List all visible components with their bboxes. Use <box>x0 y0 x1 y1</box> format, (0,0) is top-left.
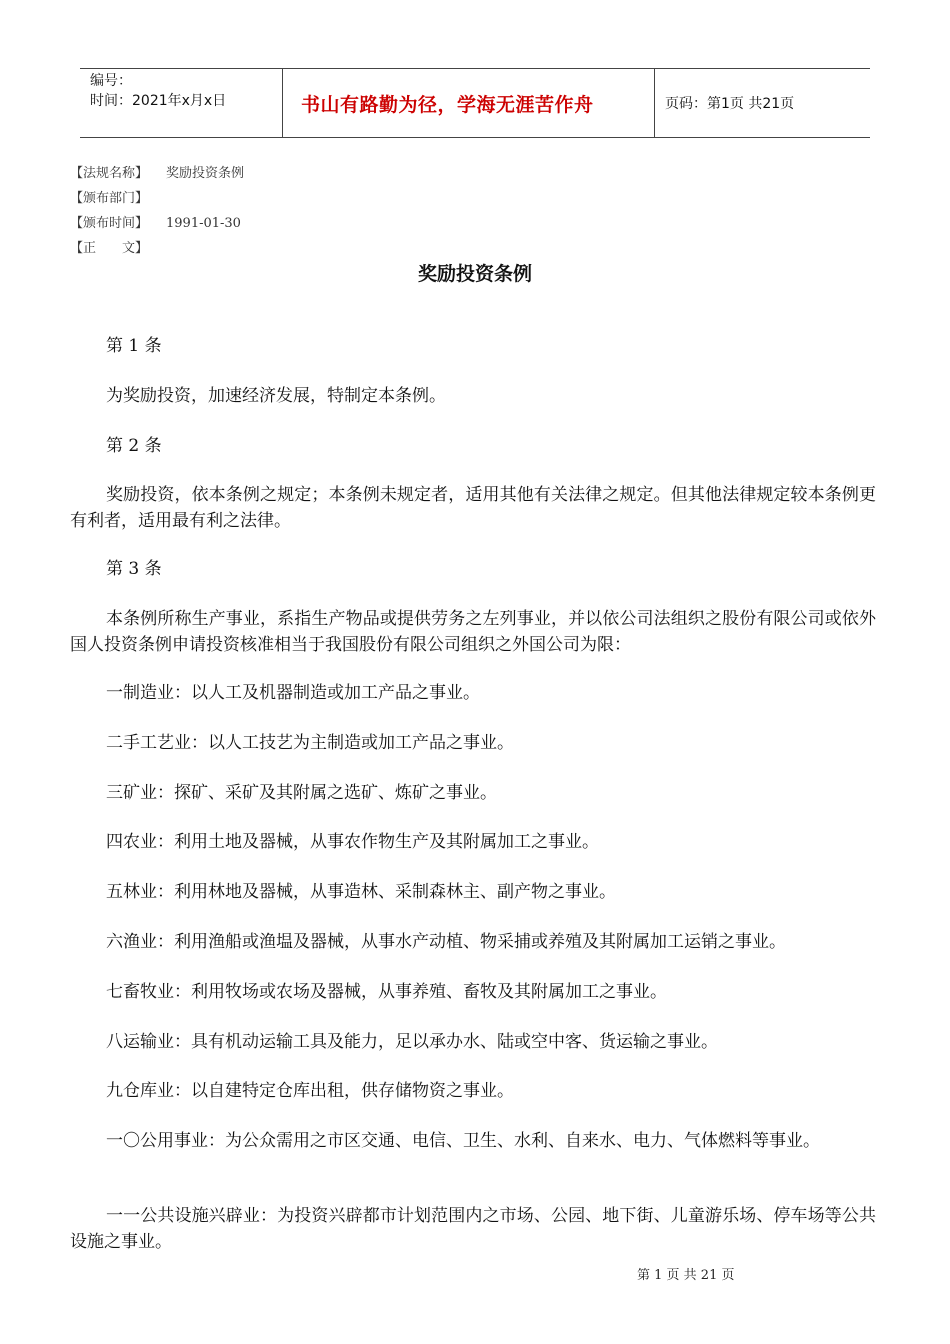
paragraph: 为奖励投资，加速经济发展，特制定本条例。 <box>106 386 446 406</box>
list-item: 九仓库业：以自建特定仓库出租，供存储物资之事业。 <box>106 1081 514 1101</box>
list-item: 六渔业：利用渔船或渔塭及器械，从事水产动植、物采捕或养殖及其附属加工运销之事业。 <box>106 932 786 952</box>
document-title: 奖励投资条例 <box>417 263 532 285</box>
list-item: 三矿业：探矿、采矿及其附属之选矿、炼矿之事业。 <box>106 783 497 803</box>
meta-key: 【颁布时间】 <box>70 216 149 231</box>
paragraph: 本条例所称生产事业，系指生产物品或提供劳务之左列事业，并以依公司法组织之股份有限公司或依外国人投资条例申请投资核准相当于我国股份有限公司组织之外国公司为限： <box>70 609 876 655</box>
meta-key: 【法规名称】 <box>70 166 149 181</box>
meta-key: 【颁布部门】 <box>70 191 149 206</box>
time-label: 时间：2021年x月x日 <box>90 93 227 109</box>
header-motto-cell <box>282 69 655 137</box>
list-item: 七畜牧业：利用牧场或农场及器械，从事养殖、畜牧及其附属加工之事业。 <box>106 982 667 1002</box>
paragraph: 奖励投资，依本条例之规定；本条例未规定者，适用其他有关法律之规定。但其他法律规定较本条例更有利者，适用最有利之法律。 <box>70 485 876 531</box>
motto: 书山有路勤为径，学海无涯苦作舟 <box>301 93 594 116</box>
document-header <box>80 68 870 138</box>
article-heading: 第 1 条 <box>106 336 162 356</box>
article-heading: 第 3 条 <box>106 559 162 579</box>
list-item: 二手工艺业：以人工技艺为主制造或加工产品之事业。 <box>106 733 514 753</box>
list-item: 一〇公用事业：为公众需用之市区交通、电信、卫生、水利、自来水、电力、气体燃料等事业。 <box>106 1131 820 1151</box>
meta-value: 1991-01-30 <box>166 216 241 231</box>
meta-row-body <box>70 237 166 256</box>
meta-row-dept <box>70 187 166 206</box>
list-item: 四农业：利用土地及器械，从事农作物生产及其附属加工之事业。 <box>106 832 599 852</box>
meta-key: 【正 文】 <box>70 241 149 256</box>
header-page-cell <box>655 69 870 137</box>
number-label: 编号： <box>90 73 132 89</box>
list-item: 一一公共设施兴辟业：为投资兴辟都市计划范围内之市场、公园、地下街、儿童游乐场、停车场等公共设施之事业。 <box>70 1206 876 1252</box>
page-footer: 第 1 页 共 21 页 <box>637 1268 735 1283</box>
meta-value: 奖励投资条例 <box>166 166 245 181</box>
page-code: 页码：第1页 共21页 <box>665 96 795 112</box>
list-item: 八运输业：具有机动运输工具及能力，足以承办水、陆或空中客、货运输之事业。 <box>106 1032 718 1052</box>
header-info-cell <box>80 69 282 137</box>
article-heading: 第 2 条 <box>106 436 162 456</box>
meta-row-name <box>70 162 244 181</box>
meta-row-date <box>70 212 241 231</box>
list-item: 五林业：利用林地及器械，从事造林、采制森林主、副产物之事业。 <box>106 882 616 902</box>
list-item: 一制造业：以人工及机器制造或加工产品之事业。 <box>106 683 480 703</box>
